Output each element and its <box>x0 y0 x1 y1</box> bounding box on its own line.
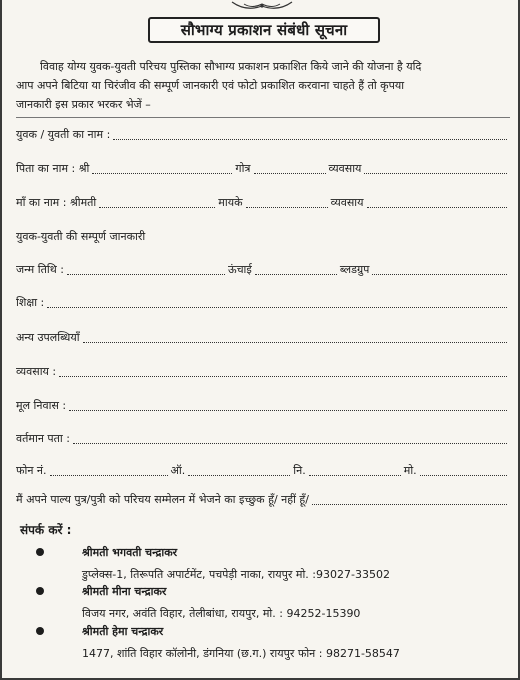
father-occupation-label: व्यवसाय <box>328 162 362 175</box>
consent-text: मैं अपने पाल्य पुत्र/पुत्री को परिचय सम्मेलन में भेजने का इच्छुक हूँ/ नहीं हूँ/ <box>16 493 309 506</box>
contact-address: 1477, शांति विहार कॉलोनी, डंगनिया (छ.ग.) रायपुर फोन : 98271-58547 <box>82 647 400 660</box>
phone-row <box>16 460 510 478</box>
occupation-field[interactable] <box>59 365 507 377</box>
bullet-icon <box>36 627 44 635</box>
height-field[interactable] <box>255 263 337 275</box>
consent-field[interactable] <box>312 493 507 505</box>
phone-field[interactable] <box>50 464 168 476</box>
contact-heading: संपर्क करें : <box>20 523 72 537</box>
mother-name-field[interactable] <box>99 196 215 208</box>
father-name-field[interactable] <box>92 162 232 174</box>
mother-label: माँ का नाम : श्रीमती <box>16 196 97 209</box>
phone-office-field[interactable] <box>188 464 290 476</box>
address-label: वर्तमान पता : <box>16 432 70 445</box>
phone-mobile-label: मो. <box>403 464 417 477</box>
bullet-icon <box>36 548 44 556</box>
mother-occupation-field[interactable] <box>367 196 508 208</box>
education-label: शिक्षा : <box>16 296 45 309</box>
name-label: युवक / युवती का नाम : <box>16 128 111 141</box>
intro-line-3: जानकारी इस प्रकार भरकर भेजें – <box>16 98 151 111</box>
mother-mayke-label: मायके <box>218 196 243 209</box>
ornament-icon <box>230 0 294 12</box>
dob-row <box>16 259 510 277</box>
contact-address: विजय नगर, अवंति विहार, तेलीबांधा, रायपुर, मो. : 94252-15390 <box>82 607 361 620</box>
phone-home-field[interactable] <box>309 464 401 476</box>
native-row <box>16 395 510 413</box>
page-title <box>148 17 380 43</box>
divider <box>16 117 510 118</box>
father-gotra-label: गोत्र <box>235 162 251 175</box>
dob-label: जन्म तिथि : <box>16 263 64 276</box>
intro-line-1: विवाह योग्य युवक-युवती परिचय पुस्तिका सौभाग्य प्रकाशन प्रकाशित किये जाने की योजना है यदि <box>40 60 422 73</box>
blood-group-label: ब्लडग्रुप <box>339 263 370 276</box>
achievements-field[interactable] <box>83 331 507 343</box>
contact-address: डुप्लेक्स-1, तिरूपति अपार्टमेंट, पचपेड़ी नाका, रायपुर मो. :93027-33502 <box>82 568 390 581</box>
father-occupation-field[interactable] <box>364 162 507 174</box>
intro-line-2: आप अपने बिटिया या चिरंजीव की सम्पूर्ण जानकारी एवं फोटो प्रकाशित करवाना चाहते हैं तो कृपया <box>16 79 405 92</box>
phone-mobile-field[interactable] <box>420 464 507 476</box>
father-row <box>16 158 510 176</box>
father-label: पिता का नाम : श्री <box>16 162 90 175</box>
address-row <box>16 428 510 446</box>
contact-name: श्रीमती मीना चन्द्राकर <box>82 585 167 598</box>
bullet-icon <box>36 587 44 595</box>
mother-row <box>16 192 510 210</box>
mother-occupation-label: व्यवसाय <box>330 196 364 209</box>
intro-paragraph <box>16 57 510 114</box>
contact-name: श्रीमती हेमा चन्द्राकर <box>82 625 164 638</box>
height-label: ऊंचाई <box>227 263 252 276</box>
occupation-label: व्यवसाय : <box>16 365 57 378</box>
details-heading: युवक-युवती की सम्पूर्ण जानकारी <box>16 230 146 243</box>
achievements-label: अन्य उपलब्धियाँ <box>16 331 80 344</box>
address-field[interactable] <box>73 432 507 444</box>
consent-row <box>16 489 510 507</box>
father-gotra-field[interactable] <box>254 162 326 174</box>
name-row <box>16 124 510 142</box>
education-row <box>16 292 510 310</box>
native-field[interactable] <box>69 399 507 411</box>
education-field[interactable] <box>47 296 507 308</box>
phone-label: फोन नं. <box>16 464 47 477</box>
phone-office-label: ऑ. <box>170 464 186 477</box>
native-label: मूल निवास : <box>16 399 67 412</box>
phone-home-label: नि. <box>293 464 306 477</box>
achievements-row <box>16 327 510 345</box>
blood-group-field[interactable] <box>372 263 507 275</box>
dob-field[interactable] <box>67 263 225 275</box>
name-field[interactable] <box>113 128 507 140</box>
title-text: सौभाग्य प्रकाशन संबंधी सूचना <box>180 21 348 39</box>
occupation-row <box>16 361 510 379</box>
contact-name: श्रीमती भगवती चन्द्राकर <box>82 546 178 559</box>
mother-mayke-field[interactable] <box>246 196 328 208</box>
